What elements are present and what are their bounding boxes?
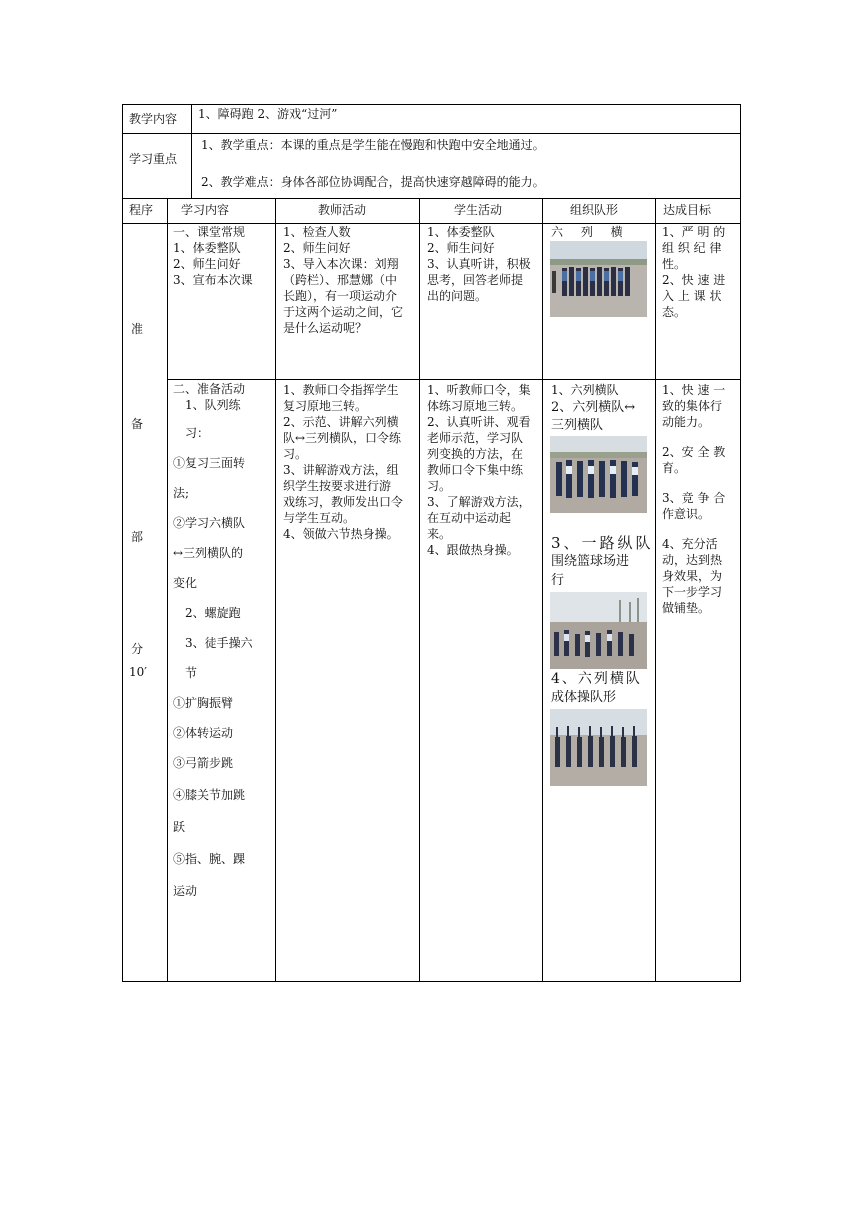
list-item: 习。 — [283, 447, 308, 461]
formation-item: 2、六列横队↔ — [551, 400, 636, 415]
column-header-goal: 达成目标 — [663, 203, 712, 217]
list-item: 2、认真听讲、观看 — [427, 415, 531, 429]
table-border-left — [122, 104, 123, 982]
list-item: 2、快 速 进 — [662, 273, 726, 287]
list-item: 2、师生问好 — [283, 241, 351, 255]
list-item: 4、领做六节热身操。 — [283, 527, 399, 541]
list-item: 3、讲解游戏方法，组 — [283, 463, 399, 477]
column-header-procedure: 程序 — [129, 203, 154, 217]
section2-learning — [173, 381, 273, 899]
formation-item: 4、六列横队 — [551, 671, 642, 687]
list-item: 3、竞 争 合 — [662, 491, 726, 505]
list-item: 与学生互动。 — [283, 511, 356, 525]
list-item: （跨栏）、邢慧娜（中 — [283, 273, 398, 287]
list-item: 3、宣布本次课 — [173, 273, 253, 287]
procedure-char: 分 — [131, 642, 144, 656]
list-item: 身效果，为 — [662, 569, 723, 583]
list-item: 4、跟做热身操。 — [427, 543, 519, 557]
list-item: ④膝关节加跳 — [173, 788, 246, 802]
list-item: 2、螺旋跑 — [185, 606, 241, 620]
formation-photo-image — [550, 709, 647, 786]
section2-teacher — [283, 382, 415, 542]
list-item: 动，达到热 — [662, 553, 723, 567]
section1-goal — [662, 224, 734, 320]
list-item: 2、师生问好 — [173, 257, 241, 271]
content-label: 教学内容 — [129, 112, 178, 126]
col-divider — [542, 198, 543, 982]
list-item: 态。 — [662, 305, 687, 319]
list-item: 老师示范，学习队 — [427, 431, 524, 445]
list-item: 3、徒手操六 — [185, 636, 253, 650]
list-item: 1、严 明 的 — [662, 225, 726, 239]
list-item: 队↔三列横队，口令练 — [283, 431, 402, 445]
col-divider — [655, 198, 656, 982]
list-item: 在互动中运动起 — [427, 511, 512, 525]
content-value: 1、障碍跑 2、游戏“过河” — [198, 107, 338, 121]
formation-photo-image — [550, 436, 647, 513]
list-item: 1、检查人数 — [283, 225, 351, 239]
list-item: 法; — [173, 486, 190, 500]
column-header-formation: 组织队形 — [570, 203, 619, 217]
focus-point-1: 1、教学重点：本课的重点是学生能在慢跑和快跑中安全地通过。 — [201, 138, 545, 152]
list-item: 1、听教师口令，集 — [427, 383, 531, 397]
formation-photo — [550, 592, 647, 669]
procedure-duration: 10′ — [129, 665, 147, 679]
procedure-char: 部 — [131, 530, 144, 544]
list-item: 4、充分活 — [662, 537, 718, 551]
list-item: 1、快 速 一 — [662, 383, 726, 397]
list-item: 做铺垫。 — [662, 601, 711, 615]
procedure-char: 备 — [131, 417, 144, 431]
section1-formation-label: 六 列 横 — [551, 225, 623, 239]
col-divider — [191, 104, 192, 199]
list-item: 出的问题。 — [427, 289, 488, 303]
list-item: 1、教师口令指挥学生 — [283, 383, 399, 397]
list-item: 3、认真听讲，积极 — [427, 257, 531, 271]
formation-item: 3、一路纵队 — [551, 534, 654, 552]
row-divider — [122, 133, 741, 134]
table-border-bottom — [122, 981, 741, 982]
section1-teacher — [283, 224, 415, 336]
section1-student — [427, 224, 539, 304]
list-item: 习： — [185, 426, 210, 440]
focus-label: 学习重点 — [129, 152, 178, 166]
list-item: 作意识。 — [662, 507, 711, 521]
column-header-teacher: 教师活动 — [318, 203, 367, 217]
col-divider — [167, 198, 168, 982]
formation-photo-image — [550, 592, 647, 669]
list-item: 组 织 纪 律 — [662, 241, 722, 255]
list-item: 3、了解游戏方法， — [427, 495, 531, 509]
list-item: ①复习三面转 — [173, 456, 246, 470]
list-item: 育。 — [662, 461, 687, 475]
list-item: 性。 — [662, 257, 687, 271]
table-border-top — [122, 104, 741, 105]
list-item: 习。 — [427, 479, 452, 493]
list-item: 体练习原地三转。 — [427, 399, 524, 413]
list-item: 跃 — [173, 820, 186, 834]
list-item: 长跑），有一项运动介 — [283, 289, 398, 303]
list-item: 织学生按要求进行游 — [283, 479, 392, 493]
list-item: 入 上 课 状 — [662, 289, 722, 303]
list-item: 一、课堂常规 — [173, 225, 246, 239]
section1-learning — [173, 224, 273, 288]
formation-item: 三列横队 — [551, 418, 604, 433]
list-item: 来。 — [427, 527, 452, 541]
col-divider — [419, 198, 420, 982]
row-divider — [122, 198, 741, 199]
col-divider — [275, 198, 276, 982]
list-item: 变化 — [173, 576, 198, 590]
formation-item: 行 — [551, 573, 565, 588]
section2-goal — [662, 382, 734, 616]
list-item: 动能力。 — [662, 415, 711, 429]
focus-point-2: 2、教学难点：身体各部位协调配合，提高快速穿越障碍的能力。 — [201, 175, 545, 189]
formation-item: 成体操队形 — [551, 690, 617, 705]
list-item: 运动 — [173, 884, 198, 898]
formation-photo — [550, 241, 647, 317]
list-item: 列变换的方法，在 — [427, 447, 524, 461]
list-item: ②学习六横队 — [173, 516, 246, 530]
list-item: 3、导入本次课：刘翔 — [283, 257, 399, 271]
list-item: 1、队列练 — [185, 398, 241, 412]
list-item: 二、准备活动 — [173, 382, 246, 396]
list-item: ②体转运动 — [173, 726, 234, 740]
list-item: 2、师生问好 — [427, 241, 495, 255]
list-item: 致的集体行 — [662, 399, 723, 413]
formation-item: 1、六列横队 — [551, 383, 619, 397]
list-item: ③弓箭步跳 — [173, 756, 234, 770]
list-item: ⑤指、腕、踝 — [173, 852, 246, 866]
list-item: 1、体委整队 — [427, 225, 495, 239]
list-item: 2、安 全 教 — [662, 445, 726, 459]
formation-photo — [550, 436, 647, 513]
list-item: 教师口令下集中练 — [427, 463, 524, 477]
column-header-student: 学生活动 — [454, 203, 503, 217]
table-border-right — [740, 104, 741, 982]
list-item: ↔三列横队的 — [173, 546, 244, 560]
list-item: 2、示范、讲解六列横 — [283, 415, 399, 429]
formation-photo — [550, 709, 647, 786]
formation-photo-image — [550, 241, 647, 317]
list-item: 节 — [185, 666, 198, 680]
section2-student — [427, 382, 539, 558]
list-item: 是什么运动呢？ — [283, 321, 368, 335]
procedure-char: 准 — [131, 322, 144, 336]
list-item: 复习原地三转。 — [283, 399, 368, 413]
list-item: 于这两个运动之间，它 — [283, 305, 404, 319]
list-item: 下一步学习 — [662, 585, 723, 599]
list-item: 戏练习，教师发出口令 — [283, 495, 404, 509]
formation-item: 围绕篮球场进 — [551, 554, 630, 569]
column-header-learning: 学习内容 — [181, 203, 230, 217]
list-item: 1、体委整队 — [173, 241, 241, 255]
list-item: ①扩胸振臂 — [173, 696, 234, 710]
list-item: 思考，回答老师提 — [427, 273, 524, 287]
